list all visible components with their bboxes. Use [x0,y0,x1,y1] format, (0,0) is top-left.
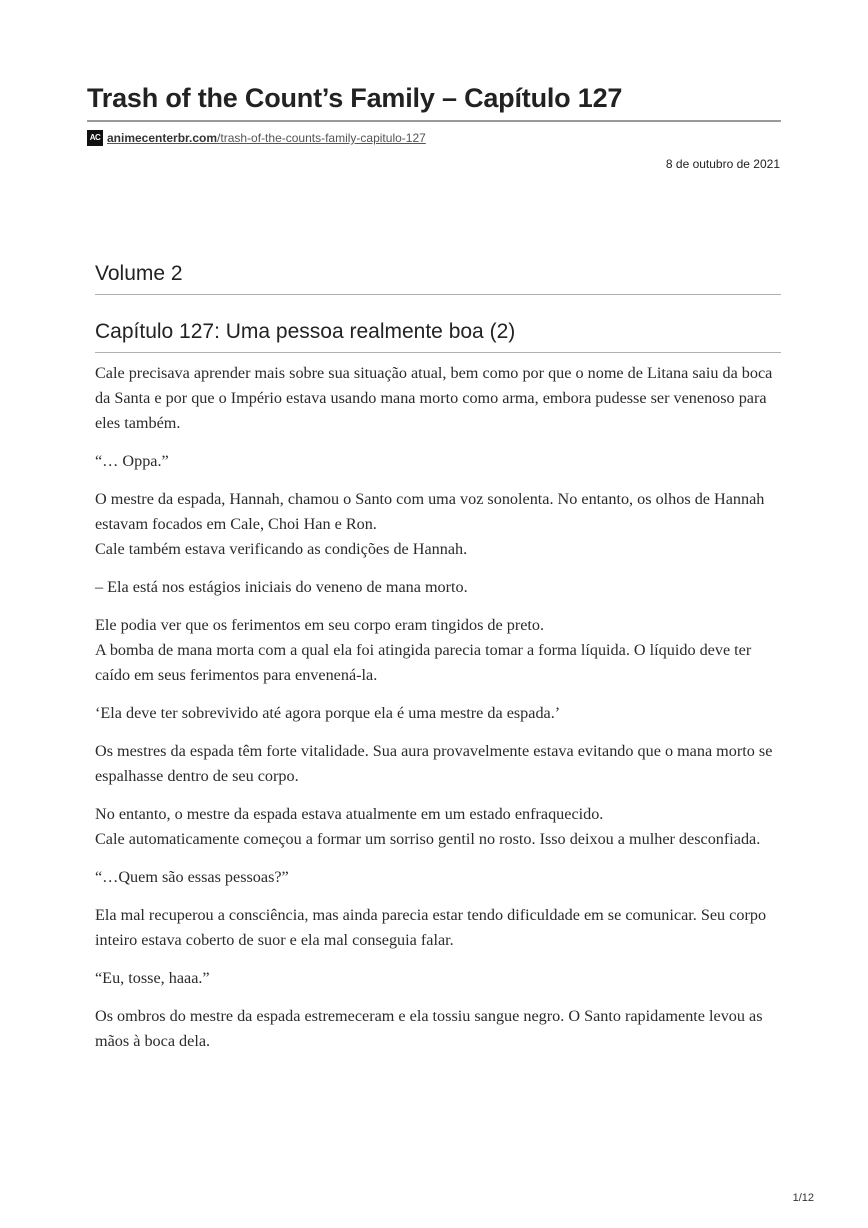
paragraph: Cale precisava aprender mais sobre sua situação atual, bem como por que o nome de Litana saiu da boca da Santa e por que o Império estava usando mana morto como arma, embora pudesse ser venenoso para eles também. [95,364,773,432]
publish-date: 8 de outubro de 2021 [665,157,780,171]
paragraph: O mestre da espada, Hannah, chamou o Santo com uma voz sonolenta. No entanto, os olhos de Hannah estavam focados em Cale, Choi Han e Ron. Cale também estava verificando as condições de Hannah. [95,490,765,558]
chapter-heading: Capítulo 127: Uma pessoa realmente boa (2) [95,320,516,343]
paragraph: Ele podia ver que os ferimentos em seu corpo eram tingidos de preto. A bomba de mana morta com a qual ela foi atingida parecia tomar a forma líquida. O líquido deve ter caído em seus ferimentos para envenená-la. [95,616,752,684]
source-row [87,129,426,147]
paragraph: “Eu, tosse, haaa.” [95,969,210,987]
paragraph: Os ombros do mestre da espada estremeceram e ela tossiu sangue negro. O Santo rapidamente levou as mãos à boca dela. [95,1007,763,1050]
paragraph: ‘Ela deve ter sobrevivido até agora porque ela é uma mestre da espada.’ [95,704,561,722]
volume-heading: Volume 2 [95,262,183,285]
site-favicon-icon: AC [87,130,103,146]
article-body [95,361,785,1067]
paragraph: “… Oppa.” [95,452,169,470]
page-title: Trash of the Count’s Family – Capítulo 127 [87,83,623,113]
page-number: 1/12 [792,1192,814,1204]
source-domain[interactable]: animecenterbr.com [107,131,218,145]
paragraph: Ela mal recuperou a consciência, mas ainda parecia estar tendo dificuldade em se comunicar. Seu corpo inteiro estava coberto de suor e ela mal conseguia falar. [95,906,767,949]
source-link[interactable] [107,131,426,145]
paragraph: – Ela está nos estágios iniciais do veneno de mana morto. [95,578,468,596]
chapter-divider [95,352,781,353]
paragraph: No entanto, o mestre da espada estava atualmente em um estado enfraquecido. Cale automaticamente começou a formar um sorriso gentil no rosto. Isso deixou a mulher desconfiada. [95,805,761,848]
title-divider [87,120,781,122]
paragraph: “…Quem são essas pessoas?” [95,868,289,886]
paragraph: Os mestres da espada têm forte vitalidade. Sua aura provavelmente estava evitando que o mana morto se espalhasse dentro de seu corpo. [95,742,773,785]
volume-divider [95,294,781,295]
source-path[interactable]: /trash-of-the-counts-family-capitulo-127 [217,131,426,145]
